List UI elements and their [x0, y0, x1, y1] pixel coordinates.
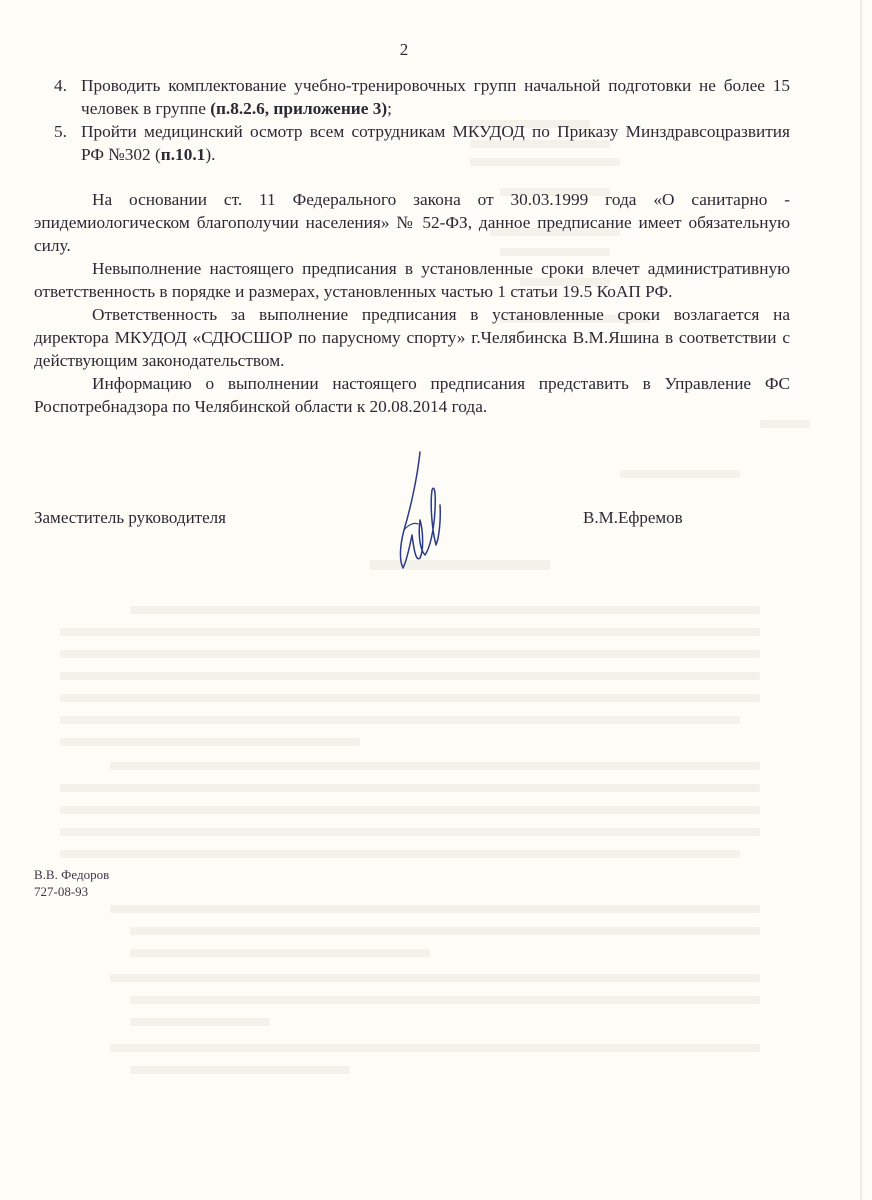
document-body — [34, 74, 790, 418]
page-edge — [860, 0, 862, 1200]
paragraph-legal-basis: На основании ст. 11 Федерального закона от 30.03.1999 года «О санитарно - эпидемиологическом благополучии населения» № 52-ФЗ, данное предписание имеет обязательную силу. — [34, 190, 790, 255]
executor-phone: 727-08-93 — [34, 884, 89, 899]
list-text: Пройти медицинский осмотр всем сотрудникам МКУДОД по Приказу Минздравсоцразвития РФ №302 ( — [81, 122, 790, 164]
signatory-title: Заместитель руководителя — [34, 508, 226, 527]
list-number: 4. — [54, 76, 67, 95]
signatory-name: В.М.Ефремов — [583, 508, 683, 527]
list-text: Проводить комплектование учебно-тренировочных групп начальной подготовки не более 15 человек в группе — [81, 76, 790, 118]
handwritten-signature — [390, 450, 450, 580]
executor-name: В.В. Федоров — [34, 867, 110, 882]
paragraph-report-deadline: Информацию о выполнении настоящего предписания представить в Управление ФС Роспотребнадзора по Челябинской области к 20.08.2014 года. — [34, 374, 790, 416]
list-tail: ). — [205, 145, 216, 164]
executor-footer — [34, 866, 109, 900]
list-reference: п.10.1 — [160, 145, 206, 164]
list-number: 5. — [54, 122, 67, 141]
list-reference: (п.8.2.6, приложение 3) — [210, 99, 388, 118]
paragraph-responsibility: Ответственность за выполнение предписания в установленные сроки возлагается на директора МКУДОД «СДЮСШОР по парусному спорту» г.Челябинска В.М.Яшина в соответствии с действующим законодательством. — [34, 305, 790, 370]
list-tail: ; — [387, 99, 392, 118]
list-item — [54, 120, 790, 166]
page-number: 2 — [399, 40, 409, 59]
paragraph-liability: Невыполнение настоящего предписания в установленные сроки влечет административную ответственность в порядке и размерах, установленных частью 1 статьи 19.5 КоАП РФ. — [34, 259, 790, 301]
list-item — [54, 74, 790, 120]
